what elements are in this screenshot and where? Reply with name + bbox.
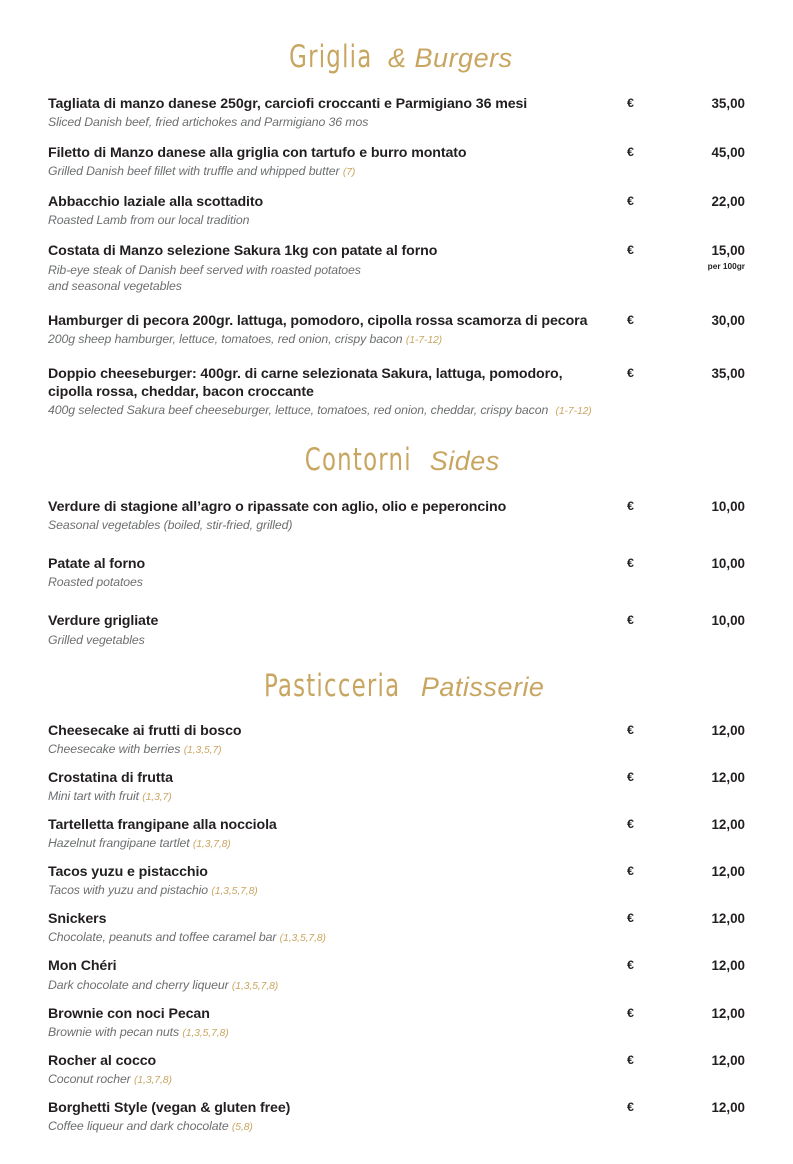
item-title: Cheesecake ai frutti di bosco	[48, 722, 242, 739]
price-amount: 15,00	[711, 243, 745, 259]
currency-symbol: €	[627, 958, 634, 973]
price-amount: 10,00	[711, 613, 745, 629]
item-allergens: (1,3,5,7,8)	[182, 1027, 229, 1039]
item-description	[48, 1025, 613, 1041]
item-price	[627, 1052, 745, 1069]
menu-section-pasticceria	[48, 722, 745, 1135]
currency-symbol: €	[627, 96, 634, 110]
price-amount: 12,00	[711, 958, 745, 974]
item-title: Abbacchio laziale alla scottadito	[48, 194, 264, 211]
item-description-text: Grilled Danish beef fillet with truffle and whipped butter	[48, 164, 340, 179]
item-text	[48, 1005, 627, 1041]
item-description-text: Roasted Lamb from our local tradition	[48, 213, 250, 228]
price-amount: 12,00	[711, 1099, 745, 1115]
item-price	[627, 193, 745, 210]
currency-symbol: €	[627, 816, 634, 831]
menu-item[interactable]	[48, 193, 745, 229]
currency-symbol: €	[627, 243, 634, 258]
item-allergens: (1,3,5,7)	[183, 744, 222, 756]
item-title: Snickers	[48, 911, 107, 928]
item-description-text: Hazelnut frangipane tartlet	[48, 836, 190, 851]
item-description-text: 200g sheep hamburger, lettuce, tomatoes, red onion, crispy bacon	[48, 331, 403, 346]
price-amount: 30,00	[711, 312, 745, 328]
currency-symbol: €	[627, 499, 634, 514]
item-description	[48, 633, 613, 649]
price-amount-wrap	[661, 1100, 745, 1116]
price-amount: 12,00	[711, 769, 745, 785]
item-title: Verdure di stagione all’agro o ripassate con aglio, olio e peperoncino	[48, 499, 507, 516]
menu-item[interactable]	[48, 365, 745, 419]
item-text	[48, 816, 627, 852]
item-description-text: Mini tart with fruit	[48, 788, 139, 803]
price-amount: 45,00	[711, 145, 745, 161]
section-heading-secondary-contorni: Sides	[429, 446, 500, 477]
item-title: Tartelletta frangipane alla nocciola	[48, 816, 277, 833]
item-description-text: 400g selected Sakura beef cheeseburger, lettuce, tomatoes, red onion, cheddar, crispy bacon	[48, 403, 549, 418]
price-amount-wrap	[661, 613, 745, 629]
menu-item[interactable]	[48, 769, 745, 805]
item-text	[48, 769, 627, 805]
item-title: Tacos yuzu e pistacchio	[48, 864, 208, 881]
item-price	[627, 863, 745, 880]
menu-item[interactable]	[48, 312, 745, 348]
item-description	[48, 164, 613, 180]
item-allergens: (1-7-12)	[555, 406, 592, 418]
price-amount: 12,00	[711, 1005, 745, 1021]
price-amount-wrap	[661, 958, 745, 974]
item-price	[627, 910, 745, 927]
menu-item[interactable]	[48, 957, 745, 993]
price-amount-wrap	[661, 366, 745, 382]
menu-item[interactable]	[48, 612, 745, 648]
item-price	[627, 555, 745, 572]
currency-symbol: €	[627, 145, 634, 160]
item-title: Brownie con noci Pecan	[48, 1005, 210, 1022]
currency-symbol: €	[627, 365, 634, 380]
item-description-text: Rib-eye steak of Danish beef served with roasted potatoes and seasonal vegetables	[48, 262, 361, 293]
item-description	[48, 332, 613, 348]
item-allergens: (1,3,5,7,8)	[279, 933, 326, 945]
item-text	[48, 144, 627, 180]
item-description	[48, 115, 613, 131]
item-price	[627, 612, 745, 629]
item-price	[627, 498, 745, 515]
item-price	[627, 95, 745, 112]
menu-section-contorni	[48, 498, 745, 648]
section-heading-contorni	[48, 442, 745, 479]
item-text	[48, 910, 627, 946]
item-description-text: Seasonal vegetables (boiled, stir-fried, grilled)	[48, 518, 293, 533]
price-amount-wrap	[661, 194, 745, 210]
item-description-text: Coconut rocher	[48, 1071, 131, 1086]
price-amount-wrap	[661, 499, 745, 515]
item-description	[48, 789, 613, 805]
menu-item[interactable]	[48, 722, 745, 758]
item-price	[627, 816, 745, 833]
menu-item[interactable]	[48, 816, 745, 852]
item-text	[48, 555, 627, 591]
menu-page	[0, 39, 793, 1164]
section-heading-primary-contorni: Contorni	[304, 442, 412, 479]
currency-symbol: €	[627, 769, 634, 784]
menu-item[interactable]	[48, 1099, 745, 1135]
price-amount: 35,00	[711, 365, 745, 381]
currency-symbol: €	[627, 722, 634, 737]
item-description-text: Tacos with yuzu and pistachio	[48, 883, 209, 898]
menu-item[interactable]	[48, 910, 745, 946]
price-amount-wrap	[661, 1006, 745, 1022]
menu-item[interactable]	[48, 863, 745, 899]
section-heading-primary-griglia: Griglia	[289, 39, 373, 75]
item-text	[48, 95, 627, 131]
price-amount-wrap	[661, 723, 745, 739]
price-amount-wrap	[661, 864, 745, 880]
item-title: Tagliata di manzo danese 250gr, carciofi croccanti e Parmigiano 36 mesi	[48, 96, 528, 112]
price-amount: 35,00	[711, 96, 745, 111]
price-amount: 12,00	[711, 864, 745, 880]
item-title: Verdure grigliate	[48, 613, 159, 630]
item-title: Mon Chéri	[48, 958, 117, 975]
menu-item[interactable]	[48, 555, 745, 591]
item-allergens: (5,8)	[231, 1121, 253, 1133]
item-description	[48, 263, 378, 295]
currency-symbol: €	[627, 312, 634, 327]
item-text	[48, 1099, 627, 1135]
item-text	[48, 365, 627, 419]
item-allergens: (1,3,5,7,8)	[231, 980, 279, 992]
item-description	[48, 1119, 613, 1135]
item-description-text: Chocolate, peanuts and toffee caramel bar	[48, 930, 277, 945]
item-description	[48, 742, 613, 758]
price-amount: 12,00	[711, 816, 745, 832]
item-description	[48, 1072, 613, 1088]
item-description	[48, 403, 613, 419]
item-description	[48, 836, 613, 852]
item-text	[48, 1052, 627, 1088]
item-price	[627, 312, 745, 329]
currency-symbol: €	[627, 911, 634, 926]
price-amount-wrap	[661, 243, 745, 271]
price-amount: 10,00	[711, 556, 745, 572]
price-amount-wrap	[661, 817, 745, 833]
item-allergens: (7)	[342, 167, 356, 179]
item-description	[48, 930, 613, 946]
item-title: Rocher al cocco	[48, 1052, 157, 1069]
item-text	[48, 242, 627, 294]
item-title: Hamburger di pecora 200gr. lattuga, pomodoro, cipolla rossa scamorza di pecora	[48, 312, 588, 329]
price-amount: 10,00	[711, 499, 745, 515]
menu-item[interactable]	[48, 498, 745, 534]
item-text	[48, 957, 627, 993]
price-amount: 12,00	[711, 911, 745, 927]
item-price	[627, 144, 745, 161]
currency-symbol: €	[627, 1099, 634, 1114]
price-amount-wrap	[661, 96, 745, 112]
item-text	[48, 312, 627, 348]
currency-symbol: €	[627, 194, 634, 209]
item-price	[627, 1099, 745, 1116]
item-allergens: (1-7-12)	[405, 334, 443, 346]
menu-item[interactable]	[48, 242, 745, 294]
price-amount-wrap	[661, 911, 745, 927]
item-title: Borghetti Style (vegan & gluten free)	[48, 1099, 291, 1116]
item-text	[48, 612, 627, 648]
item-title: Costata di Manzo selezione Sakura 1kg con patate al forno	[48, 243, 438, 260]
currency-symbol: €	[627, 1052, 634, 1067]
section-heading-primary-pasticceria: Pasticceria	[263, 667, 400, 704]
item-title: Crostatina di frutta	[48, 769, 173, 786]
currency-symbol: €	[627, 613, 634, 628]
item-description-text: Grilled vegetables	[48, 632, 145, 647]
price-amount: 12,00	[711, 1052, 745, 1068]
price-amount: 22,00	[711, 194, 745, 210]
menu-item[interactable]	[48, 95, 745, 131]
price-amount: 12,00	[711, 722, 745, 738]
currency-symbol: €	[627, 556, 634, 571]
item-description	[48, 213, 613, 229]
section-heading-secondary-griglia: & Burgers	[388, 43, 513, 73]
item-text	[48, 498, 627, 534]
item-price	[627, 242, 745, 271]
price-amount-wrap	[661, 1053, 745, 1069]
item-description	[48, 575, 613, 591]
item-text	[48, 863, 627, 899]
item-description	[48, 883, 613, 899]
currency-symbol: €	[627, 1005, 634, 1020]
item-text	[48, 193, 627, 229]
menu-item[interactable]	[48, 144, 745, 180]
item-price	[627, 769, 745, 786]
item-title: Patate al forno	[48, 556, 146, 573]
menu-section-griglia	[48, 95, 745, 419]
price-amount-wrap	[661, 313, 745, 329]
price-amount-wrap	[661, 770, 745, 786]
item-description-text: Brownie with pecan nuts	[48, 1024, 179, 1039]
section-heading-secondary-pasticceria: Patisserie	[420, 671, 545, 702]
item-price	[627, 365, 745, 382]
item-description	[48, 518, 613, 534]
menu-item[interactable]	[48, 1052, 745, 1088]
item-description-text: Roasted potatoes	[48, 575, 143, 590]
price-amount-wrap	[661, 145, 745, 161]
item-allergens: (1,3,5,7,8)	[211, 886, 258, 898]
currency-symbol: €	[627, 864, 634, 879]
item-price	[627, 722, 745, 739]
item-text	[48, 722, 627, 758]
item-description-text: Coffee liqueur and dark chocolate	[48, 1118, 229, 1133]
section-heading-pasticceria	[48, 667, 745, 704]
item-description-text: Sliced Danish beef, fried artichokes and Parmigiano 36 mos	[48, 115, 369, 130]
item-allergens: (1,3,7,8)	[192, 839, 231, 851]
price-amount-wrap	[661, 556, 745, 572]
item-title: Doppio cheeseburger: 400gr. di carne selezionata Sakura, lattuga, pomodoro, cipolla rossa, cheddar, bacon croccante	[48, 365, 563, 400]
menu-item[interactable]	[48, 1005, 745, 1041]
item-title: Filetto di Manzo danese alla griglia con tartufo e burro montato	[48, 145, 467, 162]
item-description	[48, 978, 613, 994]
item-description-text: Cheesecake with berries	[48, 741, 181, 756]
price-note: per 100gr	[707, 260, 745, 271]
section-heading-griglia	[48, 39, 745, 75]
item-price	[627, 957, 745, 974]
item-description-text: Dark chocolate and cherry liqueur	[48, 977, 229, 992]
item-price	[627, 1005, 745, 1022]
item-allergens: (1,3,7)	[142, 791, 172, 803]
item-allergens: (1,3,7,8)	[134, 1074, 172, 1086]
